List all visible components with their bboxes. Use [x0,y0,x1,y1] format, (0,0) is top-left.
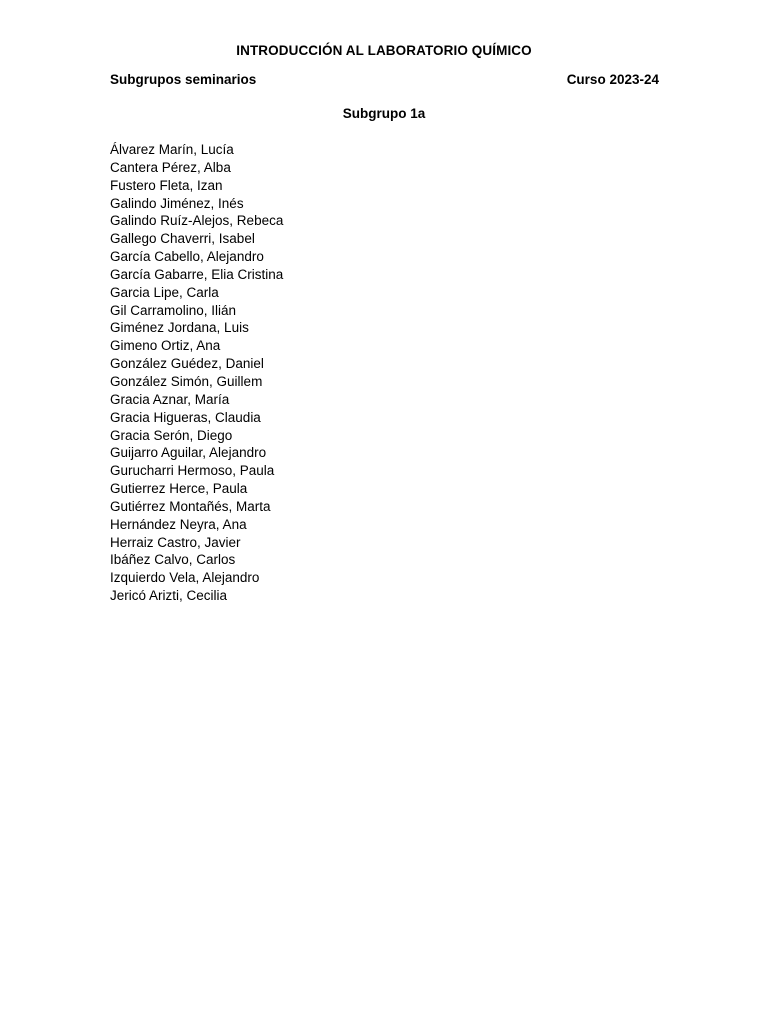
student-list [110,141,283,605]
student-name: Izquierdo Vela, Alejandro [110,570,260,586]
student-name: García Cabello, Alejandro [110,249,264,265]
header-row [110,72,659,88]
student-name: Jericó Arizti, Cecilia [110,588,228,604]
student-name: Gutiérrez Montañés, Marta [110,498,271,514]
document-title: INTRODUCCIÓN AL LABORATORIO QUÍMICO [236,43,532,58]
subgroups-heading: Subgrupos seminarios [110,72,257,87]
student-name: Fustero Fleta, Izan [110,177,223,193]
student-name: Gallego Chaverri, Isabel [110,231,255,247]
student-name: Gracia Serón, Diego [110,427,233,443]
student-name: Giménez Jordana, Luis [110,320,249,336]
student-name: Hernández Neyra, Ana [110,516,247,532]
student-name: Gracia Higueras, Claudia [110,409,261,425]
subgroup-title: Subgrupo 1a [342,106,426,121]
student-name: Galindo Jiménez, Inés [110,195,244,211]
student-name: Garcia Lipe, Carla [110,284,219,300]
student-name: Álvarez Marín, Lucía [110,142,234,157]
student-name: Gutierrez Herce, Paula [110,481,248,497]
student-name: Gimeno Ortiz, Ana [110,338,221,354]
student-name: Herraiz Castro, Javier [110,534,241,550]
student-name: Gurucharri Hermoso, Paula [110,463,275,479]
student-name: Ibáñez Calvo, Carlos [110,552,236,568]
student-name: García Gabarre, Elia Cristina [110,266,284,282]
student-name: Guijarro Aguilar, Alejandro [110,445,267,461]
student-name: Gracia Aznar, María [110,391,230,407]
student-name: Gil Carramolino, Ilián [110,302,237,318]
student-name: González Guédez, Daniel [110,356,264,372]
course-year: Curso 2023-24 [566,72,659,87]
student-name: González Simón, Guillem [110,373,263,389]
student-name: Galindo Ruíz-Alejos, Rebeca [110,213,284,229]
student-name: Cantera Pérez, Alba [110,159,231,175]
